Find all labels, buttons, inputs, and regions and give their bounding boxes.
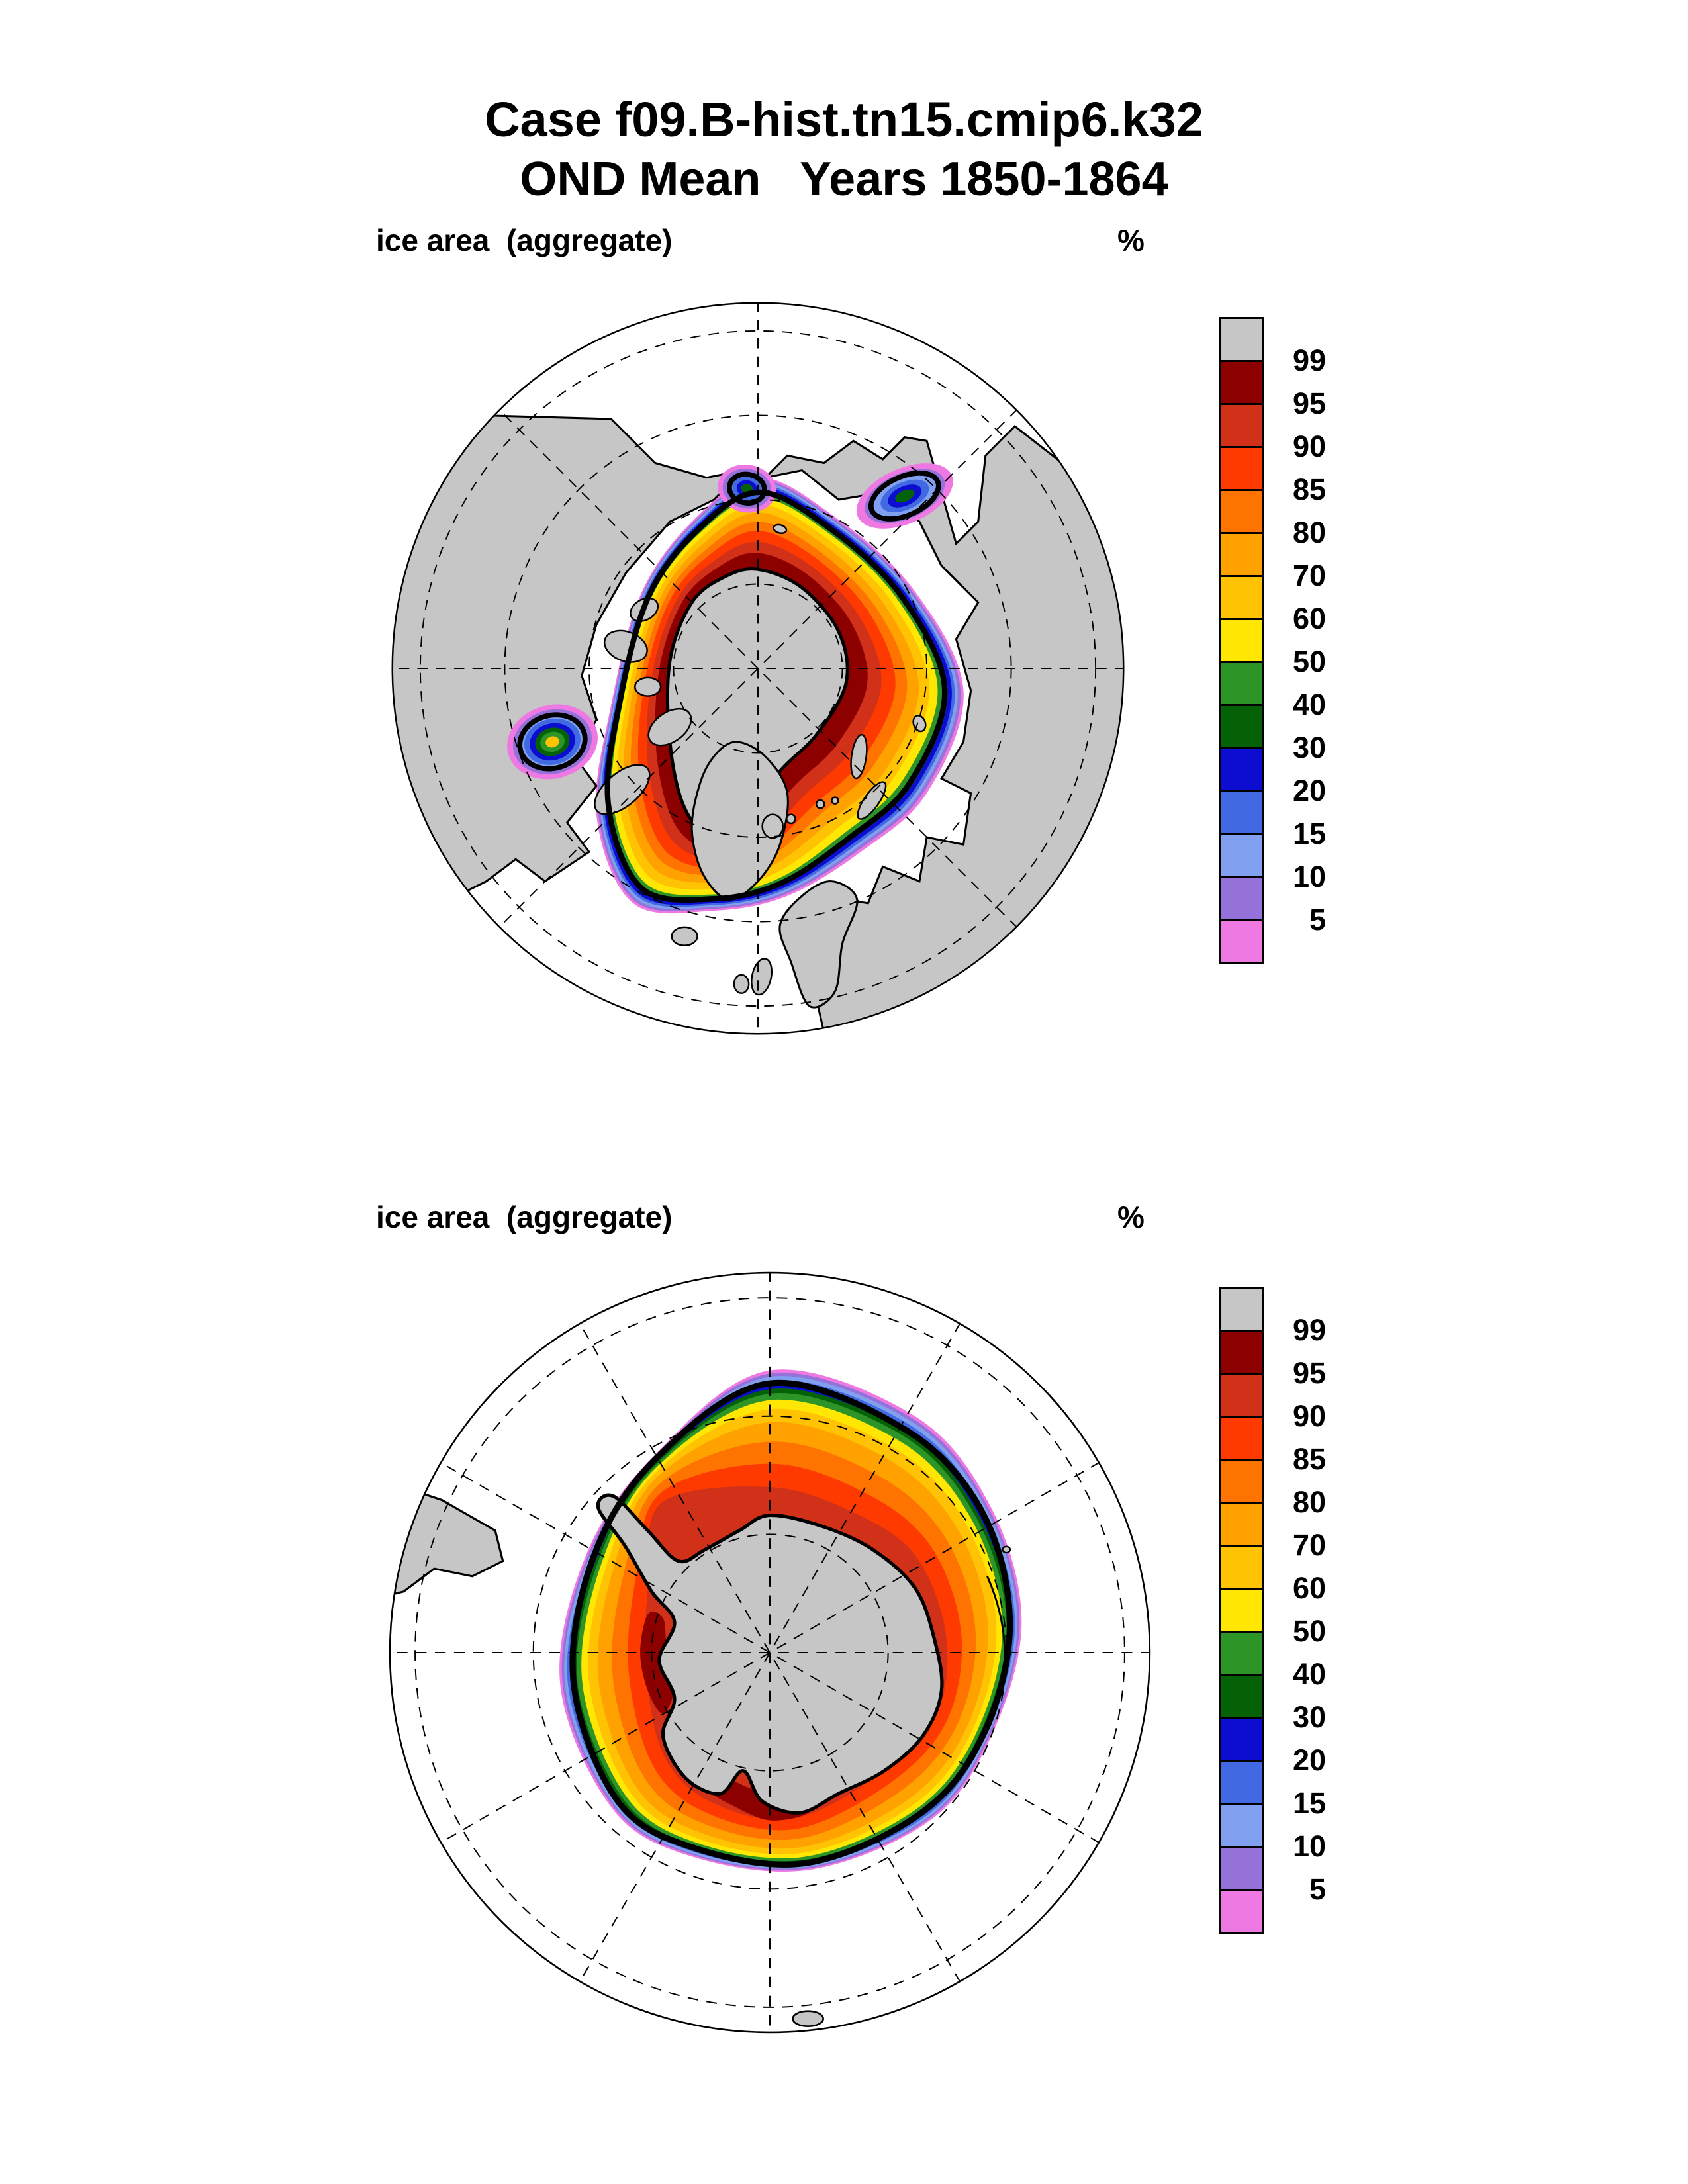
colorbar-cell bbox=[1219, 1588, 1264, 1633]
colorbar-tick-label: 60 bbox=[1292, 1571, 1326, 1605]
arctic-sea-ice-map bbox=[387, 298, 1129, 1039]
colorbar-tick-label: 40 bbox=[1292, 688, 1326, 721]
colorbar-cell bbox=[1219, 618, 1264, 663]
colorbar-cell bbox=[1219, 1717, 1264, 1762]
colorbar-cell bbox=[1219, 1803, 1264, 1848]
colorbar-tick-label: 5 bbox=[1309, 1872, 1326, 1906]
colorbar-tick-label: 30 bbox=[1292, 1700, 1326, 1734]
colorbar-tick-label: 10 bbox=[1292, 860, 1326, 893]
colorbar-cell bbox=[1219, 532, 1264, 577]
colorbar-tick-label: 10 bbox=[1292, 1829, 1326, 1863]
colorbar-cell bbox=[1219, 1631, 1264, 1676]
colorbar-cell bbox=[1219, 1330, 1264, 1375]
colorbar-bottom bbox=[1219, 1287, 1364, 1942]
island-franz-josef bbox=[816, 800, 824, 808]
colorbar-tick-label: 70 bbox=[1292, 1528, 1326, 1562]
island-south bbox=[793, 2011, 823, 2026]
antarctic-sea-ice-map bbox=[385, 1267, 1155, 2038]
island-svalbard bbox=[763, 815, 783, 838]
colorbar-cell bbox=[1219, 1545, 1264, 1590]
colorbar-tick-label: 99 bbox=[1292, 343, 1326, 377]
island-east bbox=[1003, 1547, 1011, 1553]
colorbar-tick-label: 40 bbox=[1292, 1657, 1326, 1691]
colorbar-tick-label: 95 bbox=[1292, 1356, 1326, 1390]
colorbar-cell bbox=[1219, 317, 1264, 362]
colorbar-tick-label: 80 bbox=[1292, 516, 1326, 549]
colorbar-cell bbox=[1219, 790, 1264, 835]
top-panel-units-label: % bbox=[1117, 223, 1145, 257]
colorbar-cell bbox=[1219, 747, 1264, 792]
colorbar-cell bbox=[1219, 1889, 1264, 1934]
colorbar-cell bbox=[1219, 1846, 1264, 1891]
colorbar-tick-label: 20 bbox=[1292, 1743, 1326, 1777]
colorbar-cell bbox=[1219, 489, 1264, 534]
colorbar-tick-label: 15 bbox=[1292, 817, 1326, 850]
colorbar-cell bbox=[1219, 1760, 1264, 1805]
colorbar-cell bbox=[1219, 446, 1264, 491]
colorbar-cell bbox=[1219, 1373, 1264, 1418]
colorbar-tick-label: 90 bbox=[1292, 1399, 1326, 1433]
colorbar-tick-label: 5 bbox=[1309, 903, 1326, 936]
colorbar-cell bbox=[1219, 575, 1264, 620]
top-panel-variable-label: ice area (aggregate) bbox=[376, 223, 673, 257]
island-ireland bbox=[734, 975, 749, 993]
colorbar-tick-label: 20 bbox=[1292, 774, 1326, 807]
colorbar-cell bbox=[1219, 1287, 1264, 1332]
colorbar-cell bbox=[1219, 360, 1264, 405]
colorbar-cell bbox=[1219, 919, 1264, 964]
colorbar-tick-label: 70 bbox=[1292, 559, 1326, 592]
colorbar-cell bbox=[1219, 1502, 1264, 1547]
figure-title-period: OND Mean Years 1850-1864 bbox=[520, 153, 1168, 206]
colorbar-tick-label: 85 bbox=[1292, 1442, 1326, 1476]
island-iceland bbox=[672, 927, 698, 946]
colorbar-tick-label: 50 bbox=[1292, 645, 1326, 678]
colorbar-tick-label: 60 bbox=[1292, 602, 1326, 635]
colorbar-tick-label: 80 bbox=[1292, 1485, 1326, 1519]
colorbar-tick-label: 85 bbox=[1292, 473, 1326, 506]
island-svalbard bbox=[786, 815, 795, 823]
colorbar-cell bbox=[1219, 833, 1264, 878]
colorbar-top bbox=[1219, 317, 1364, 972]
figure-title-case: Case f09.B-hist.tn15.cmip6.k32 bbox=[485, 92, 1203, 147]
colorbar-tick-label: 50 bbox=[1292, 1614, 1326, 1648]
colorbar-tick-label: 15 bbox=[1292, 1786, 1326, 1820]
colorbar-tick-label: 95 bbox=[1292, 387, 1326, 420]
colorbar-cell bbox=[1219, 403, 1264, 448]
colorbar-cell bbox=[1219, 1416, 1264, 1461]
colorbar-cell bbox=[1219, 876, 1264, 921]
colorbar-cell bbox=[1219, 704, 1264, 749]
colorbar-tick-label: 99 bbox=[1292, 1313, 1326, 1347]
colorbar-tick-label: 30 bbox=[1292, 731, 1326, 764]
island-devon bbox=[635, 678, 661, 696]
colorbar-tick-label: 90 bbox=[1292, 430, 1326, 463]
colorbar-cell bbox=[1219, 661, 1264, 706]
bottom-panel-variable-label: ice area (aggregate) bbox=[376, 1200, 673, 1234]
island-franz-josef bbox=[831, 797, 838, 804]
bottom-panel-units-label: % bbox=[1117, 1200, 1145, 1234]
colorbar-cell bbox=[1219, 1674, 1264, 1719]
colorbar-cell bbox=[1219, 1459, 1264, 1504]
